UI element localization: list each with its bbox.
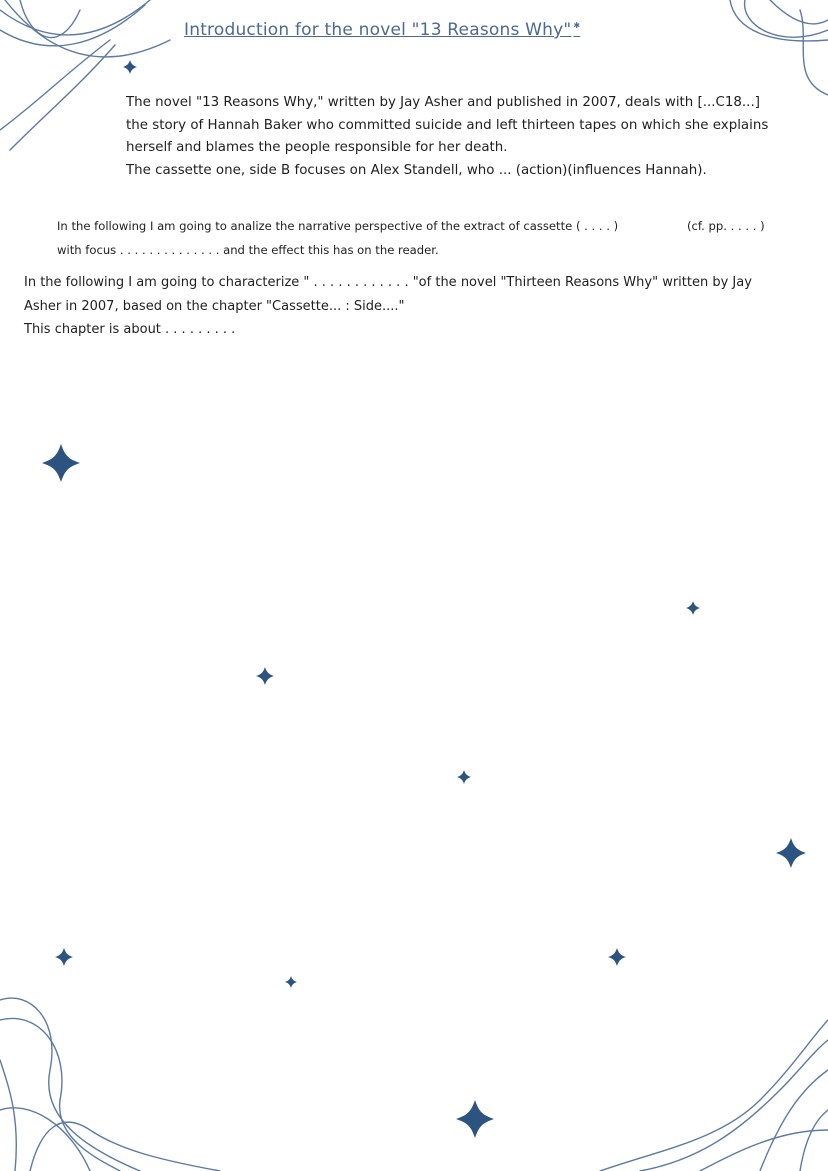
asterisk-icon: ✱ [573, 21, 581, 31]
intro-line: the story of Hannah Baker who committed suicide and left thirteen tapes on which she explains [126, 117, 769, 133]
page-reference: (cf. pp. . . . . ) [687, 219, 765, 233]
star-icon [686, 601, 700, 615]
characterization-line: Asher in 2007, based on the chapter "Cassette... : Side...." [24, 298, 405, 314]
intro-line: The cassette one, side B focuses on Alex Standell, who ... (action)(influences Hannah). [126, 162, 707, 178]
star-icon [456, 1100, 494, 1138]
task-line: In the following I am going to analize the narrative perspective of the extract of cassette ( . . . . ) [57, 219, 619, 233]
star-icon [457, 770, 471, 784]
page-title [184, 20, 644, 40]
star-icon [285, 976, 297, 988]
star-icon [608, 948, 626, 966]
intro-line: herself and blames the people responsible for her death. [126, 140, 508, 155]
star-icon [42, 444, 80, 482]
star-icon [55, 948, 73, 966]
characterization-line: This chapter is about . . . . . . . . . [24, 322, 236, 337]
title-text: Introduction for the novel "13 Reasons Why" [184, 20, 572, 40]
star-icon [123, 60, 137, 74]
characterization-task [24, 271, 814, 342]
star-icon [776, 838, 806, 868]
characterization-line: In the following I am going to characterize " . . . . . . . . . . . . "of the novel "Thirteen Reasons Why" written by Jay [24, 275, 752, 290]
intro-paragraph [126, 92, 798, 182]
intro-line: The novel "13 Reasons Why," written by Jay Asher and published in 2007, deals with [...C18...] [126, 95, 760, 110]
analysis-task [57, 214, 787, 262]
task-line: with focus . . . . . . . . . . . . . . and the effect this has on the reader. [57, 243, 439, 257]
star-icon [256, 667, 274, 685]
